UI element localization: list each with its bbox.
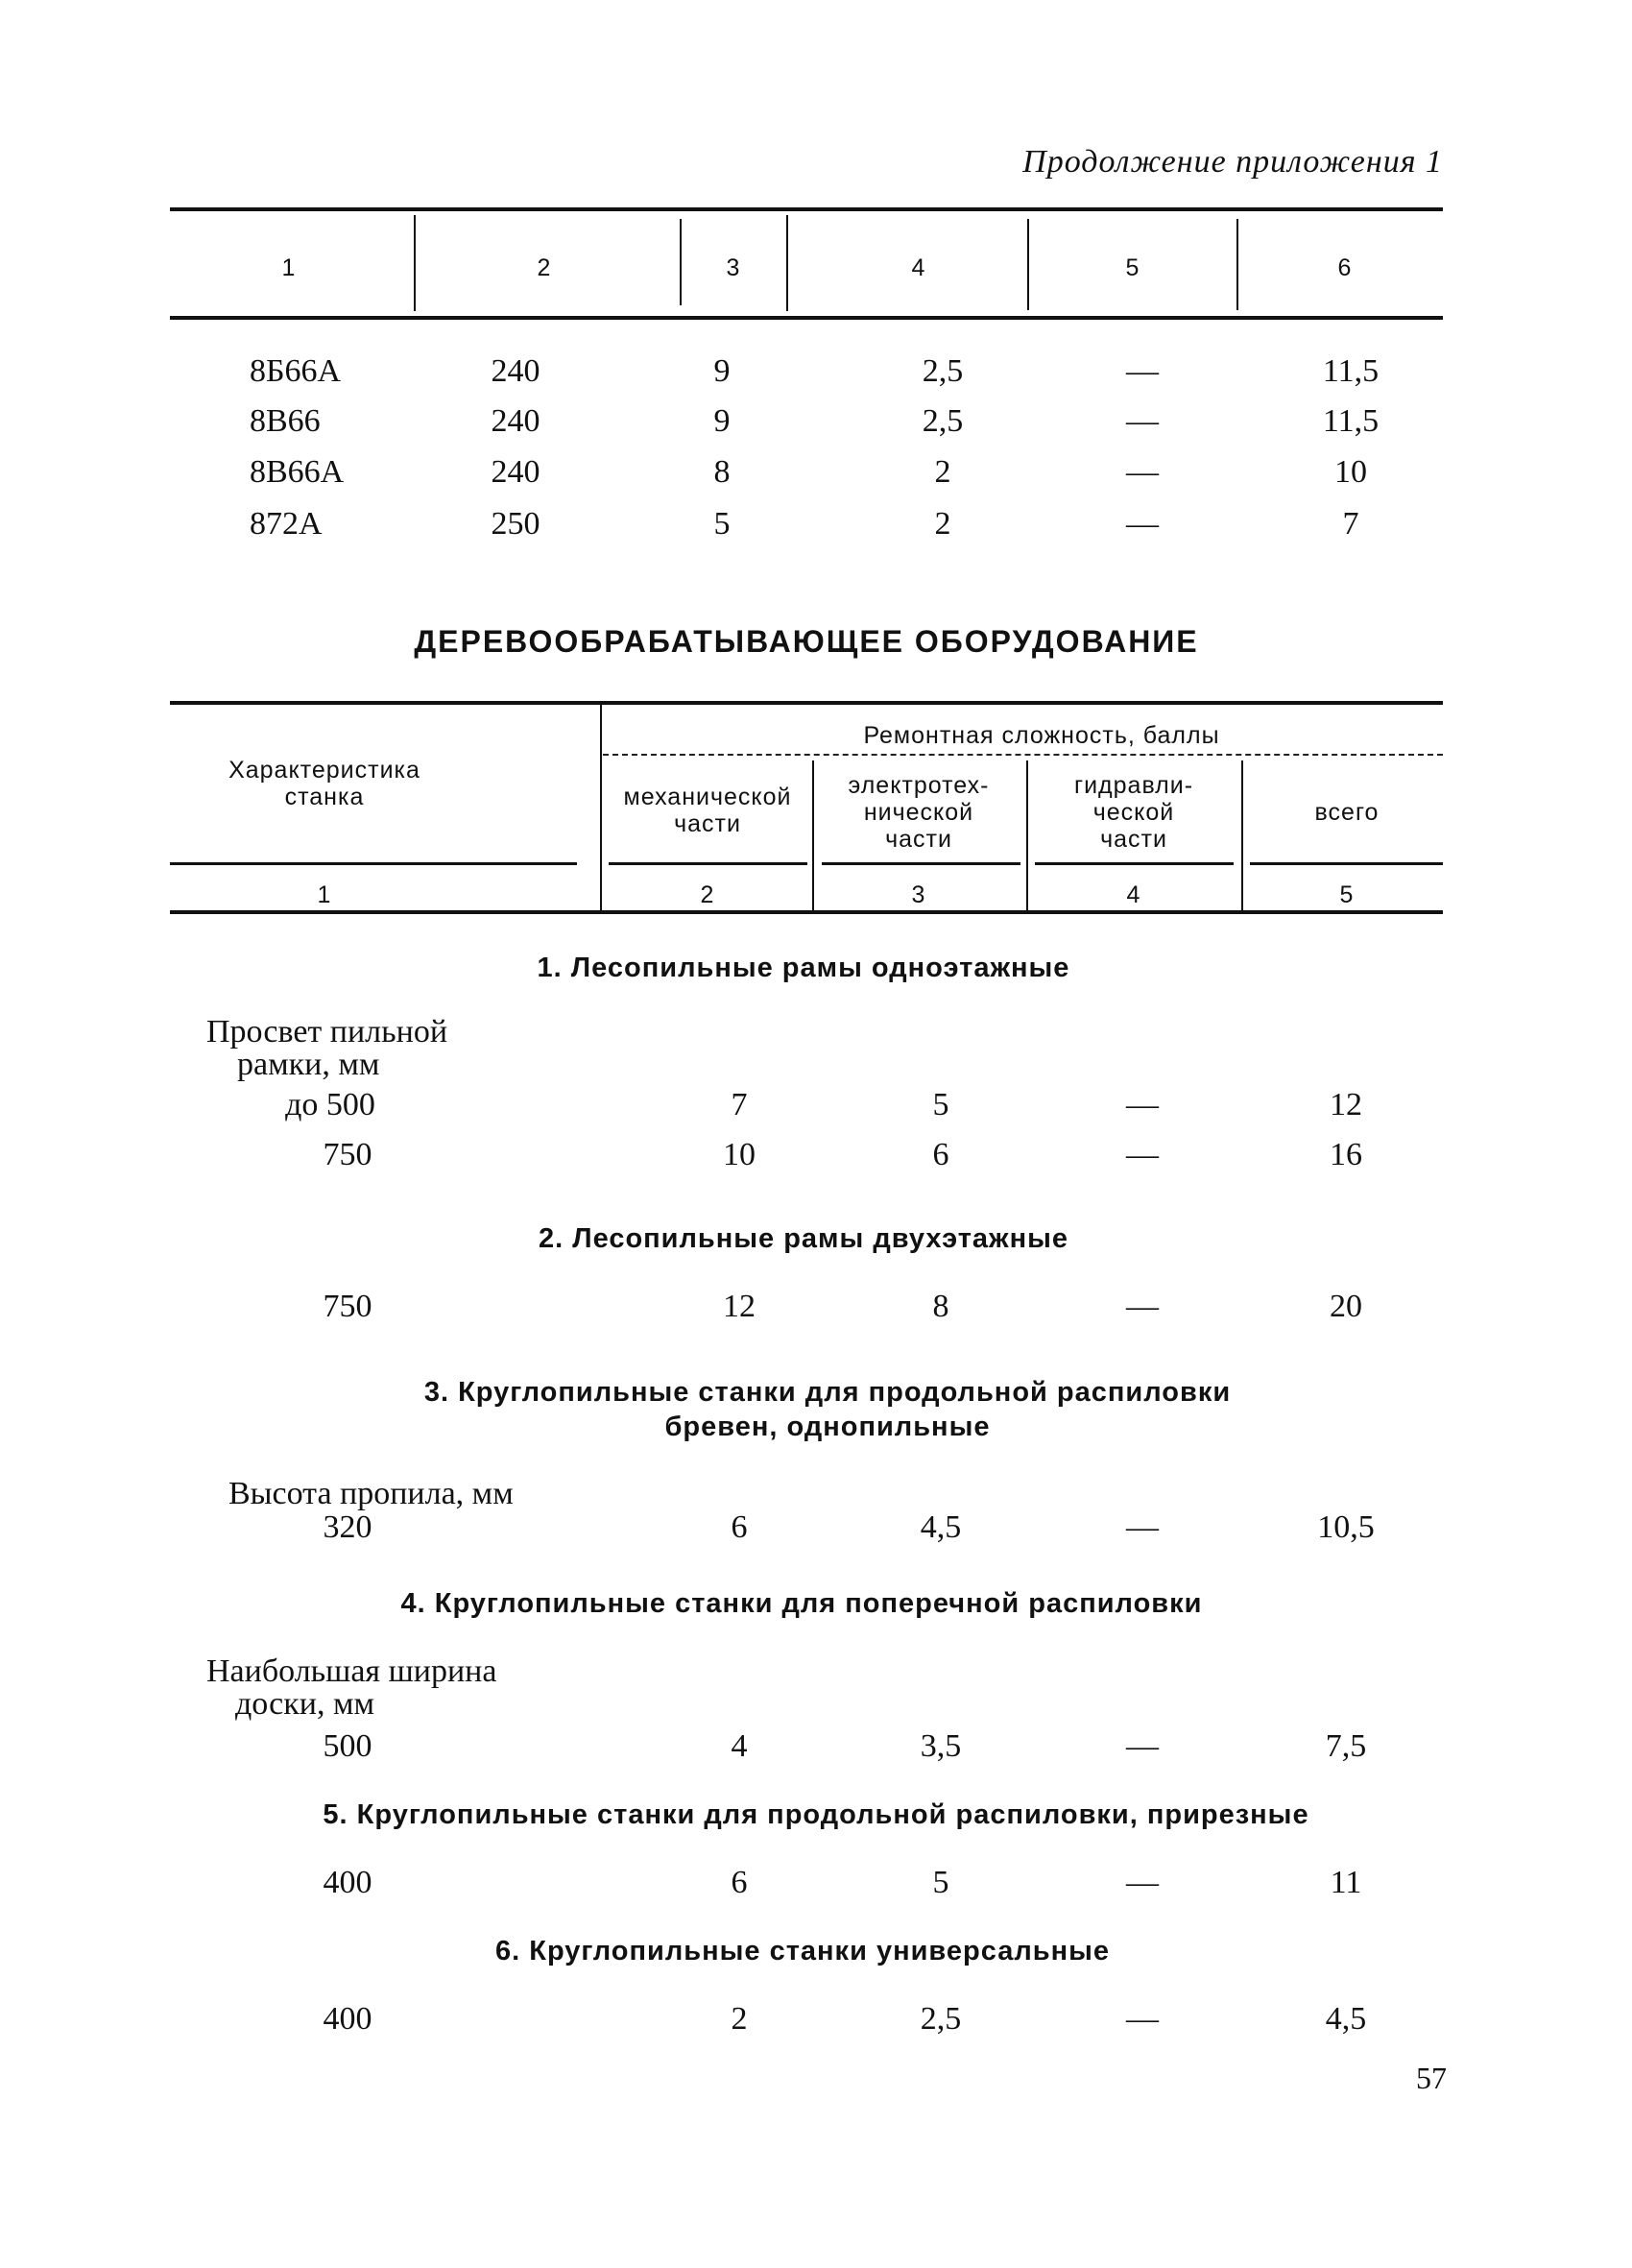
- table-cell: 9: [713, 353, 731, 389]
- table-cell: 872А: [250, 506, 323, 542]
- table-cell: 2: [934, 454, 951, 490]
- group-title-text: бревен, однопильные: [664, 1411, 991, 1442]
- header-text: части: [1100, 826, 1167, 853]
- table-cell: 2: [934, 506, 951, 542]
- column-number: 3: [911, 881, 926, 908]
- table-cell: 12: [723, 1289, 756, 1324]
- column-number: 5: [1125, 254, 1140, 281]
- table-cell: 7: [1342, 506, 1359, 542]
- parameter-label: [206, 1655, 496, 1721]
- table-cell: 4,5: [920, 1509, 962, 1545]
- column-divider: [786, 215, 788, 311]
- table-cell: 6: [731, 1865, 748, 1900]
- table-cell: 4: [731, 1728, 748, 1764]
- table-cell: 6: [932, 1137, 949, 1172]
- table-cell: —: [1126, 1509, 1159, 1545]
- table-cell: 240: [491, 403, 540, 439]
- table-cell: 8: [932, 1289, 949, 1324]
- table-cell: —: [1126, 1137, 1159, 1172]
- table-rule: [170, 207, 1443, 211]
- column-divider: [1026, 760, 1028, 912]
- table-cell: 250: [491, 506, 540, 542]
- header-text: станка: [284, 784, 365, 810]
- table-cell: 6: [731, 1509, 748, 1545]
- table-cell: 400: [323, 2001, 372, 2037]
- header-text: электротех-: [848, 772, 990, 799]
- running-header: Продолжение приложения 1: [1022, 144, 1443, 180]
- group-title-text: 3. Круглопильные станки для продольной распиловки: [423, 1377, 1232, 1408]
- column-number: 1: [281, 254, 297, 281]
- column-number: 6: [1337, 254, 1353, 281]
- parameter-text: доски, мм: [235, 1686, 374, 1722]
- column-number: 2: [700, 881, 715, 908]
- column-number: 3: [726, 254, 741, 281]
- column-divider: [600, 705, 602, 912]
- table-cell: 750: [323, 1137, 372, 1172]
- column-number: 4: [1126, 881, 1141, 908]
- table-cell: 2,5: [922, 353, 964, 389]
- header-text: нической: [863, 799, 974, 826]
- table-cell: 9: [713, 403, 731, 439]
- table-cell: 20: [1330, 1289, 1362, 1324]
- table-cell: 16: [1330, 1137, 1362, 1172]
- table-cell: 2,5: [922, 403, 964, 439]
- table-cell: 12: [1330, 1087, 1362, 1122]
- table-cell: —: [1126, 1289, 1159, 1324]
- table-cell: 750: [323, 1289, 372, 1324]
- header-text: механической: [623, 784, 792, 810]
- header-total: всего: [1314, 799, 1380, 826]
- column-number: 1: [317, 881, 332, 908]
- table-cell: 4,5: [1325, 2001, 1367, 2037]
- group-title: 2. Лесопильные рамы двухэтажные: [538, 1223, 1069, 1254]
- table-cell: 10: [723, 1137, 756, 1172]
- header-text: части: [674, 810, 741, 837]
- section-title: ДЕРЕВООБРАБАТЫВАЮЩЕЕ ОБОРУДОВАНИЕ: [414, 624, 1199, 659]
- table-cell: 11,5: [1322, 403, 1380, 439]
- header-text: Характеристика: [228, 757, 420, 784]
- column-number: 5: [1339, 881, 1355, 908]
- table-cell: —: [1126, 1865, 1159, 1900]
- table-cell: 11,5: [1322, 353, 1380, 389]
- column-number: 4: [911, 254, 926, 281]
- parameter-label: [206, 1016, 447, 1081]
- column-number: 2: [537, 254, 552, 281]
- table-cell: 240: [491, 353, 540, 389]
- group-rule: [603, 754, 1443, 756]
- table-rule: [822, 862, 1020, 865]
- table-cell: —: [1126, 403, 1159, 439]
- table-cell: 2,5: [920, 2001, 962, 2037]
- table-rule: [170, 862, 577, 865]
- column-divider: [1236, 219, 1238, 310]
- table-cell: 240: [491, 454, 540, 490]
- table-cell: —: [1126, 1087, 1159, 1122]
- header-hydraulic: [1074, 772, 1193, 853]
- table-cell: 8Б66А: [250, 353, 342, 389]
- column-divider: [1241, 760, 1243, 912]
- header-characteristic: [228, 757, 420, 810]
- table-cell: —: [1126, 1728, 1159, 1764]
- parameter-text: Наибольшая ширина: [206, 1653, 497, 1689]
- table-rule: [1250, 862, 1443, 865]
- column-divider: [1027, 219, 1029, 310]
- table-cell: 8В66А: [250, 454, 345, 490]
- table-cell: 11: [1330, 1865, 1362, 1900]
- table-cell: 2: [731, 2001, 748, 2037]
- group-title: 5. Круглопильные станки для продольной распиловки, прирезные: [323, 1799, 1309, 1830]
- table-cell: 3,5: [920, 1728, 962, 1764]
- group-title: [424, 1375, 1231, 1444]
- header-mechanical: [624, 784, 792, 837]
- table-cell: 8: [713, 454, 731, 490]
- column-divider: [812, 760, 814, 912]
- table-rule: [170, 910, 1443, 914]
- header-text: ческой: [1092, 799, 1175, 826]
- table-cell: 320: [323, 1509, 372, 1545]
- table-cell: 10: [1334, 454, 1367, 490]
- parameter-text: рамки, мм: [237, 1047, 380, 1082]
- table-cell: —: [1126, 2001, 1159, 2037]
- parameter-text: Просвет пильной: [206, 1014, 448, 1050]
- table-rule: [170, 701, 1443, 705]
- table-rule: [1035, 862, 1234, 865]
- header-electrical: [849, 772, 990, 853]
- table-cell: до 500: [285, 1087, 375, 1122]
- table-cell: 500: [323, 1728, 372, 1764]
- table-cell: —: [1126, 454, 1159, 490]
- group-title: 4. Круглопильные станки для поперечной распиловки: [400, 1588, 1203, 1619]
- table-rule: [170, 316, 1443, 320]
- table-cell: 8В66: [250, 403, 321, 439]
- table-rule: [609, 862, 807, 865]
- table-cell: 5: [932, 1087, 949, 1122]
- table-cell: 5: [932, 1865, 949, 1900]
- group-title: 1. Лесопильные рамы одноэтажные: [537, 953, 1070, 983]
- page-number: 57: [1416, 2061, 1447, 2095]
- column-divider: [414, 215, 416, 311]
- group-title: 6. Круглопильные станки универсальные: [495, 1936, 1110, 1966]
- table-cell: 10,5: [1317, 1509, 1375, 1545]
- table-cell: 7,5: [1325, 1728, 1367, 1764]
- table-cell: —: [1126, 353, 1159, 389]
- column-divider: [680, 219, 682, 305]
- header-text: части: [885, 826, 952, 853]
- header-group: Ремонтная сложность, баллы: [863, 722, 1220, 749]
- table-cell: —: [1126, 506, 1159, 542]
- table-cell: 7: [731, 1087, 748, 1122]
- table-cell: 400: [323, 1865, 372, 1900]
- header-text: гидравли-: [1073, 772, 1194, 799]
- parameter-label: Высота пропила, мм: [228, 1476, 514, 1511]
- table-cell: 5: [713, 506, 731, 542]
